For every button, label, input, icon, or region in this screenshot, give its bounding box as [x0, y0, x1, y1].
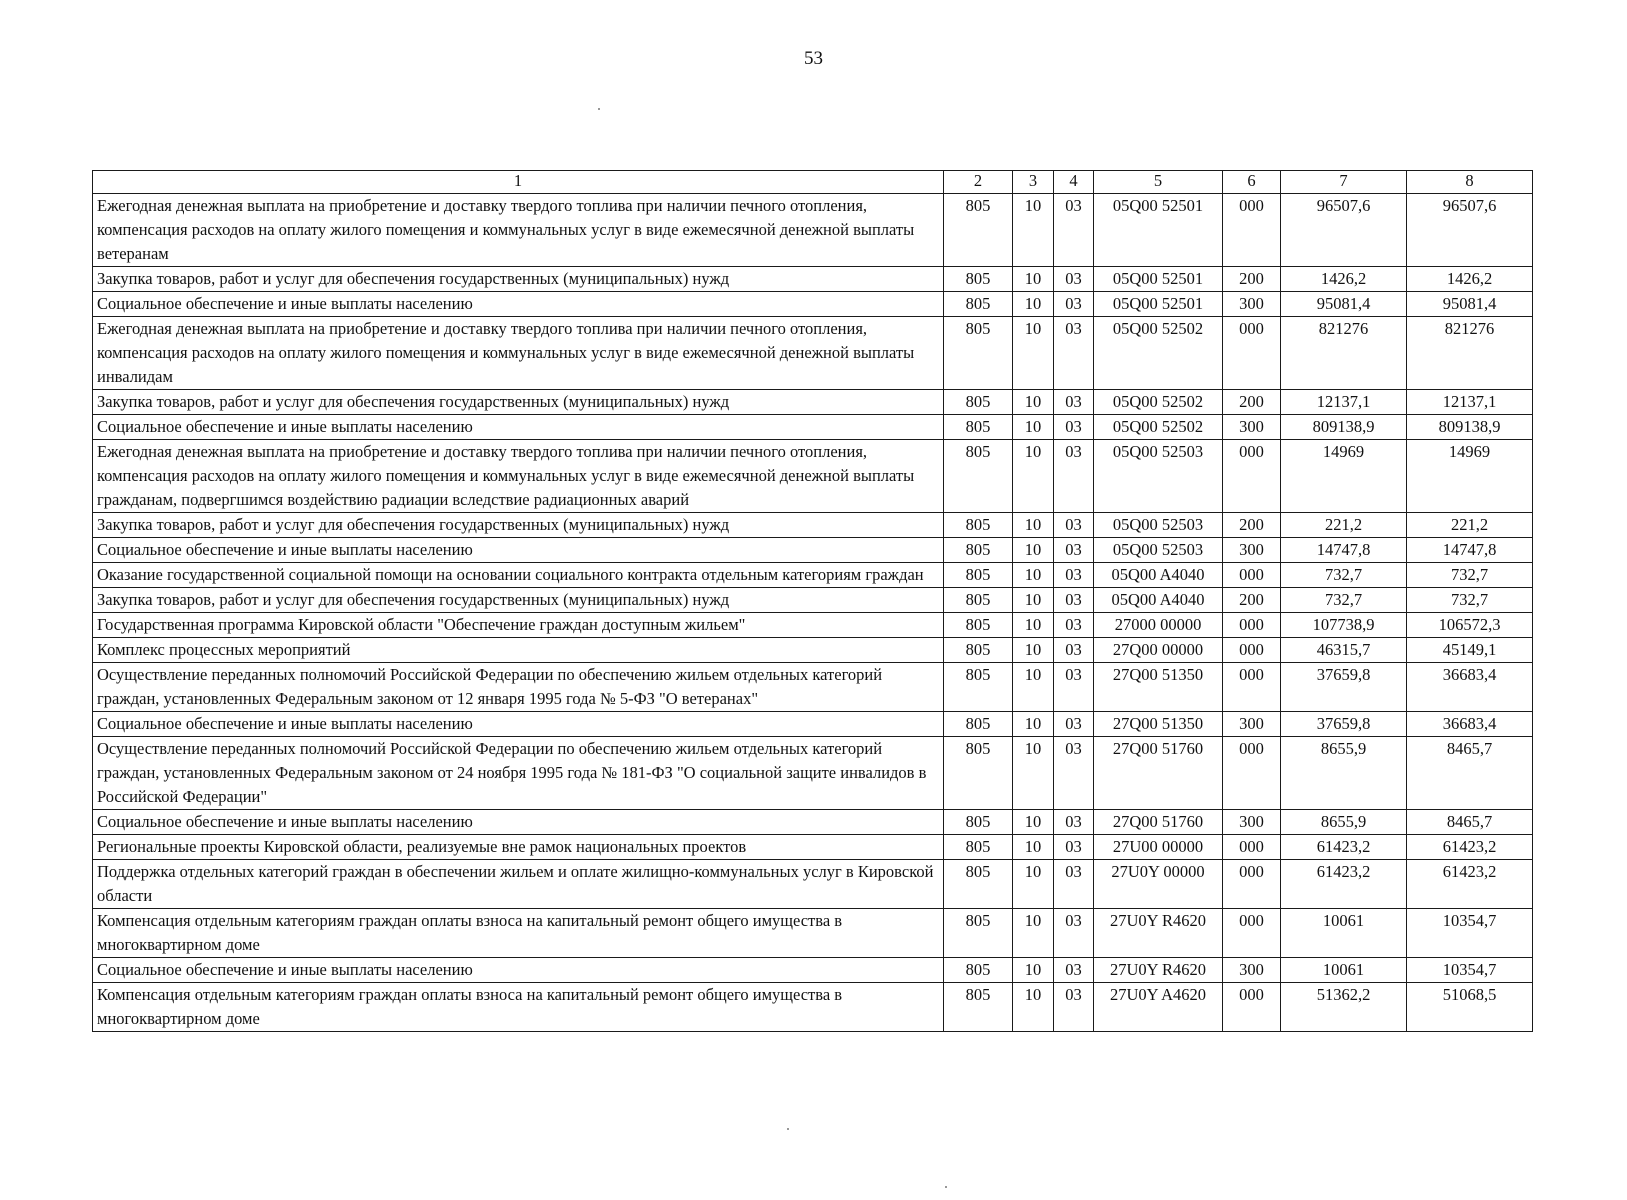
row-expense-type-cell: 200: [1223, 267, 1281, 292]
row-expense-type-cell: 000: [1223, 860, 1281, 909]
row-amount-2-cell: 8465,7: [1407, 810, 1533, 835]
row-section-cell: 10: [1013, 613, 1054, 638]
row-amount-1-cell: 8655,9: [1281, 810, 1407, 835]
row-amount-1-cell: 14969: [1281, 440, 1407, 513]
row-subsection-cell: 03: [1054, 390, 1094, 415]
row-amount-2-cell: 732,7: [1407, 563, 1533, 588]
row-section-cell: 10: [1013, 317, 1054, 390]
row-amount-1-cell: 1426,2: [1281, 267, 1407, 292]
row-expense-type-cell: 000: [1223, 613, 1281, 638]
table-row: [93, 292, 1533, 317]
row-expense-type-cell: 000: [1223, 563, 1281, 588]
row-admin-code-cell: 805: [944, 390, 1013, 415]
row-amount-1-cell: 732,7: [1281, 588, 1407, 613]
row-admin-code-cell: 805: [944, 440, 1013, 513]
row-amount-1-cell: 821276: [1281, 317, 1407, 390]
row-amount-1-cell: 8655,9: [1281, 737, 1407, 810]
row-subsection-cell: 03: [1054, 267, 1094, 292]
row-name-cell: Комплекс процессных мероприятий: [93, 638, 944, 663]
scan-speck: [787, 1128, 789, 1130]
row-target-article-cell: 05Q00 A4040: [1094, 563, 1223, 588]
row-section-cell: 10: [1013, 267, 1054, 292]
row-target-article-cell: 27000 00000: [1094, 613, 1223, 638]
row-target-article-cell: 05Q00 52503: [1094, 513, 1223, 538]
row-admin-code-cell: 805: [944, 712, 1013, 737]
row-target-article-cell: 05Q00 52501: [1094, 292, 1223, 317]
row-amount-2-cell: 14747,8: [1407, 538, 1533, 563]
row-target-article-cell: 27Q00 51350: [1094, 712, 1223, 737]
table-row: [93, 712, 1533, 737]
col-header-6: 6: [1223, 171, 1281, 194]
table-row: [93, 983, 1533, 1032]
row-name-cell: Социальное обеспечение и иные выплаты населению: [93, 958, 944, 983]
row-expense-type-cell: 300: [1223, 292, 1281, 317]
row-subsection-cell: 03: [1054, 638, 1094, 663]
row-subsection-cell: 03: [1054, 909, 1094, 958]
row-name-cell: Оказание государственной социальной помощи на основании социального контракта отдельным категориям граждан: [93, 563, 944, 588]
row-expense-type-cell: 300: [1223, 712, 1281, 737]
row-name-cell: Региональные проекты Кировской области, реализуемые вне рамок национальных проектов: [93, 835, 944, 860]
row-target-article-cell: 27U0Y A4620: [1094, 983, 1223, 1032]
table-row: [93, 194, 1533, 267]
row-subsection-cell: 03: [1054, 563, 1094, 588]
row-amount-2-cell: 10354,7: [1407, 909, 1533, 958]
row-target-article-cell: 27Q00 51350: [1094, 663, 1223, 712]
row-amount-1-cell: 12137,1: [1281, 390, 1407, 415]
row-admin-code-cell: 805: [944, 513, 1013, 538]
col-header-2: 2: [944, 171, 1013, 194]
row-admin-code-cell: 805: [944, 860, 1013, 909]
row-section-cell: 10: [1013, 292, 1054, 317]
row-amount-2-cell: 51068,5: [1407, 983, 1533, 1032]
row-name-cell: Ежегодная денежная выплата на приобретение и доставку твердого топлива при наличии печного отопления, компенсация расходов на оплату жилого помещения и коммунальных услуг в виде ежемесячной денежной выплаты инвалидам: [93, 317, 944, 390]
row-section-cell: 10: [1013, 958, 1054, 983]
row-expense-type-cell: 300: [1223, 810, 1281, 835]
row-amount-2-cell: 36683,4: [1407, 663, 1533, 712]
row-subsection-cell: 03: [1054, 317, 1094, 390]
row-amount-2-cell: 96507,6: [1407, 194, 1533, 267]
table-row: [93, 663, 1533, 712]
row-subsection-cell: 03: [1054, 538, 1094, 563]
row-amount-1-cell: 46315,7: [1281, 638, 1407, 663]
row-amount-1-cell: 37659,8: [1281, 712, 1407, 737]
scan-speck: [945, 1186, 947, 1188]
row-amount-1-cell: 10061: [1281, 958, 1407, 983]
row-expense-type-cell: 000: [1223, 737, 1281, 810]
row-amount-2-cell: 12137,1: [1407, 390, 1533, 415]
row-amount-2-cell: 732,7: [1407, 588, 1533, 613]
row-amount-1-cell: 96507,6: [1281, 194, 1407, 267]
row-section-cell: 10: [1013, 835, 1054, 860]
table-row: [93, 958, 1533, 983]
table-row: [93, 860, 1533, 909]
row-admin-code-cell: 805: [944, 415, 1013, 440]
row-name-cell: Ежегодная денежная выплата на приобретение и доставку твердого топлива при наличии печного отопления, компенсация расходов на оплату жилого помещения и коммунальных услуг в виде ежемесячной денежной выплаты ветеранам: [93, 194, 944, 267]
row-section-cell: 10: [1013, 538, 1054, 563]
row-section-cell: 10: [1013, 440, 1054, 513]
row-target-article-cell: 27U0Y 00000: [1094, 860, 1223, 909]
row-expense-type-cell: 200: [1223, 513, 1281, 538]
row-expense-type-cell: 300: [1223, 538, 1281, 563]
row-admin-code-cell: 805: [944, 737, 1013, 810]
row-target-article-cell: 27Q00 51760: [1094, 737, 1223, 810]
row-subsection-cell: 03: [1054, 292, 1094, 317]
row-admin-code-cell: 805: [944, 588, 1013, 613]
scan-speck: [598, 108, 600, 110]
row-section-cell: 10: [1013, 810, 1054, 835]
row-name-cell: Социальное обеспечение и иные выплаты населению: [93, 810, 944, 835]
row-amount-1-cell: 95081,4: [1281, 292, 1407, 317]
row-amount-2-cell: 36683,4: [1407, 712, 1533, 737]
row-expense-type-cell: 000: [1223, 638, 1281, 663]
row-name-cell: Закупка товаров, работ и услуг для обеспечения государственных (муниципальных) нужд: [93, 588, 944, 613]
col-header-5: 5: [1094, 171, 1223, 194]
row-amount-1-cell: 221,2: [1281, 513, 1407, 538]
row-section-cell: 10: [1013, 909, 1054, 958]
row-section-cell: 10: [1013, 588, 1054, 613]
row-subsection-cell: 03: [1054, 513, 1094, 538]
row-admin-code-cell: 805: [944, 663, 1013, 712]
row-subsection-cell: 03: [1054, 194, 1094, 267]
row-amount-1-cell: 37659,8: [1281, 663, 1407, 712]
row-amount-2-cell: 106572,3: [1407, 613, 1533, 638]
row-section-cell: 10: [1013, 638, 1054, 663]
row-subsection-cell: 03: [1054, 663, 1094, 712]
table-row: [93, 588, 1533, 613]
row-expense-type-cell: 000: [1223, 440, 1281, 513]
row-name-cell: Компенсация отдельным категориям граждан оплаты взноса на капитальный ремонт общего имущества в многоквартирном доме: [93, 983, 944, 1032]
row-name-cell: Закупка товаров, работ и услуг для обеспечения государственных (муниципальных) нужд: [93, 267, 944, 292]
table-row: [93, 810, 1533, 835]
row-target-article-cell: 05Q00 52501: [1094, 194, 1223, 267]
row-amount-1-cell: 51362,2: [1281, 983, 1407, 1032]
row-target-article-cell: 05Q00 52503: [1094, 538, 1223, 563]
col-header-3: 3: [1013, 171, 1054, 194]
row-expense-type-cell: 200: [1223, 390, 1281, 415]
row-admin-code-cell: 805: [944, 638, 1013, 663]
row-expense-type-cell: 000: [1223, 663, 1281, 712]
row-subsection-cell: 03: [1054, 835, 1094, 860]
row-target-article-cell: 05Q00 52502: [1094, 415, 1223, 440]
row-admin-code-cell: 805: [944, 292, 1013, 317]
row-target-article-cell: 05Q00 52502: [1094, 390, 1223, 415]
row-admin-code-cell: 805: [944, 317, 1013, 390]
row-expense-type-cell: 000: [1223, 317, 1281, 390]
row-name-cell: Поддержка отдельных категорий граждан в обеспечении жильем и оплате жилищно-коммунальных услуг в Кировской области: [93, 860, 944, 909]
row-name-cell: Компенсация отдельным категориям граждан оплаты взноса на капитальный ремонт общего имущества в многоквартирном доме: [93, 909, 944, 958]
row-subsection-cell: 03: [1054, 860, 1094, 909]
row-name-cell: Социальное обеспечение и иные выплаты населению: [93, 292, 944, 317]
table-row: [93, 563, 1533, 588]
row-amount-2-cell: 95081,4: [1407, 292, 1533, 317]
row-admin-code-cell: 805: [944, 958, 1013, 983]
row-amount-1-cell: 809138,9: [1281, 415, 1407, 440]
row-admin-code-cell: 805: [944, 538, 1013, 563]
row-target-article-cell: 27Q00 00000: [1094, 638, 1223, 663]
col-header-7: 7: [1281, 171, 1407, 194]
row-name-cell: Социальное обеспечение и иные выплаты населению: [93, 538, 944, 563]
row-admin-code-cell: 805: [944, 835, 1013, 860]
row-expense-type-cell: 000: [1223, 983, 1281, 1032]
row-subsection-cell: 03: [1054, 737, 1094, 810]
table-header-row: [93, 171, 1533, 194]
table-row: [93, 267, 1533, 292]
table-body: [93, 194, 1533, 1032]
row-amount-1-cell: 14747,8: [1281, 538, 1407, 563]
row-section-cell: 10: [1013, 737, 1054, 810]
row-target-article-cell: 05Q00 A4040: [1094, 588, 1223, 613]
col-header-1: 1: [93, 171, 944, 194]
row-amount-2-cell: 809138,9: [1407, 415, 1533, 440]
table-row: [93, 737, 1533, 810]
row-name-cell: Осуществление переданных полномочий Российской Федерации по обеспечению жильем отдельных категорий граждан, установленных Федеральным законом от 12 января 1995 года № 5-ФЗ "О ветеранах": [93, 663, 944, 712]
row-amount-2-cell: 10354,7: [1407, 958, 1533, 983]
table-row: [93, 909, 1533, 958]
row-expense-type-cell: 000: [1223, 835, 1281, 860]
row-name-cell: Социальное обеспечение и иные выплаты населению: [93, 712, 944, 737]
row-section-cell: 10: [1013, 860, 1054, 909]
row-section-cell: 10: [1013, 563, 1054, 588]
row-subsection-cell: 03: [1054, 415, 1094, 440]
table-row: [93, 613, 1533, 638]
row-section-cell: 10: [1013, 390, 1054, 415]
row-expense-type-cell: 300: [1223, 415, 1281, 440]
row-section-cell: 10: [1013, 415, 1054, 440]
col-header-4: 4: [1054, 171, 1094, 194]
row-admin-code-cell: 805: [944, 810, 1013, 835]
row-target-article-cell: 05Q00 52502: [1094, 317, 1223, 390]
row-target-article-cell: 27Q00 51760: [1094, 810, 1223, 835]
row-subsection-cell: 03: [1054, 440, 1094, 513]
row-amount-1-cell: 10061: [1281, 909, 1407, 958]
row-amount-1-cell: 732,7: [1281, 563, 1407, 588]
row-admin-code-cell: 805: [944, 983, 1013, 1032]
row-amount-2-cell: 221,2: [1407, 513, 1533, 538]
table-row: [93, 390, 1533, 415]
row-target-article-cell: 27U0Y R4620: [1094, 909, 1223, 958]
table-row: [93, 638, 1533, 663]
col-header-8: 8: [1407, 171, 1533, 194]
table-row: [93, 440, 1533, 513]
row-admin-code-cell: 805: [944, 267, 1013, 292]
row-expense-type-cell: 300: [1223, 958, 1281, 983]
row-admin-code-cell: 805: [944, 563, 1013, 588]
row-amount-2-cell: 61423,2: [1407, 835, 1533, 860]
row-expense-type-cell: 000: [1223, 909, 1281, 958]
table-row: [93, 538, 1533, 563]
table-row: [93, 415, 1533, 440]
budget-table: [92, 170, 1533, 1032]
row-name-cell: Закупка товаров, работ и услуг для обеспечения государственных (муниципальных) нужд: [93, 513, 944, 538]
row-amount-2-cell: 821276: [1407, 317, 1533, 390]
row-target-article-cell: 27U0Y R4620: [1094, 958, 1223, 983]
row-amount-2-cell: 45149,1: [1407, 638, 1533, 663]
row-admin-code-cell: 805: [944, 194, 1013, 267]
row-target-article-cell: 27U00 00000: [1094, 835, 1223, 860]
row-section-cell: 10: [1013, 663, 1054, 712]
row-section-cell: 10: [1013, 712, 1054, 737]
row-subsection-cell: 03: [1054, 588, 1094, 613]
row-expense-type-cell: 000: [1223, 194, 1281, 267]
row-section-cell: 10: [1013, 983, 1054, 1032]
row-amount-1-cell: 107738,9: [1281, 613, 1407, 638]
page-number: 53: [804, 48, 823, 69]
row-amount-1-cell: 61423,2: [1281, 835, 1407, 860]
row-name-cell: Государственная программа Кировской области "Обеспечение граждан доступным жильем": [93, 613, 944, 638]
row-section-cell: 10: [1013, 513, 1054, 538]
table-row: [93, 835, 1533, 860]
row-name-cell: Ежегодная денежная выплата на приобретение и доставку твердого топлива при наличии печного отопления, компенсация расходов на оплату жилого помещения и коммунальных услуг в виде ежемесячной денежной выплаты гражданам, подвергшимся воздействию радиации вследствие радиационных аварий: [93, 440, 944, 513]
row-amount-2-cell: 1426,2: [1407, 267, 1533, 292]
row-amount-2-cell: 61423,2: [1407, 860, 1533, 909]
row-expense-type-cell: 200: [1223, 588, 1281, 613]
row-subsection-cell: 03: [1054, 613, 1094, 638]
row-name-cell: Социальное обеспечение и иные выплаты населению: [93, 415, 944, 440]
table-row: [93, 317, 1533, 390]
row-subsection-cell: 03: [1054, 712, 1094, 737]
table-row: [93, 513, 1533, 538]
row-target-article-cell: 05Q00 52501: [1094, 267, 1223, 292]
row-amount-1-cell: 61423,2: [1281, 860, 1407, 909]
row-amount-2-cell: 8465,7: [1407, 737, 1533, 810]
row-name-cell: Закупка товаров, работ и услуг для обеспечения государственных (муниципальных) нужд: [93, 390, 944, 415]
row-admin-code-cell: 805: [944, 613, 1013, 638]
row-amount-2-cell: 14969: [1407, 440, 1533, 513]
row-subsection-cell: 03: [1054, 810, 1094, 835]
row-subsection-cell: 03: [1054, 983, 1094, 1032]
row-target-article-cell: 05Q00 52503: [1094, 440, 1223, 513]
row-admin-code-cell: 805: [944, 909, 1013, 958]
row-section-cell: 10: [1013, 194, 1054, 267]
row-name-cell: Осуществление переданных полномочий Российской Федерации по обеспечению жильем отдельных категорий граждан, установленных Федеральным законом от 24 ноября 1995 года № 181-ФЗ "О социальной защите инвалидов в Российской Федерации": [93, 737, 944, 810]
row-subsection-cell: 03: [1054, 958, 1094, 983]
